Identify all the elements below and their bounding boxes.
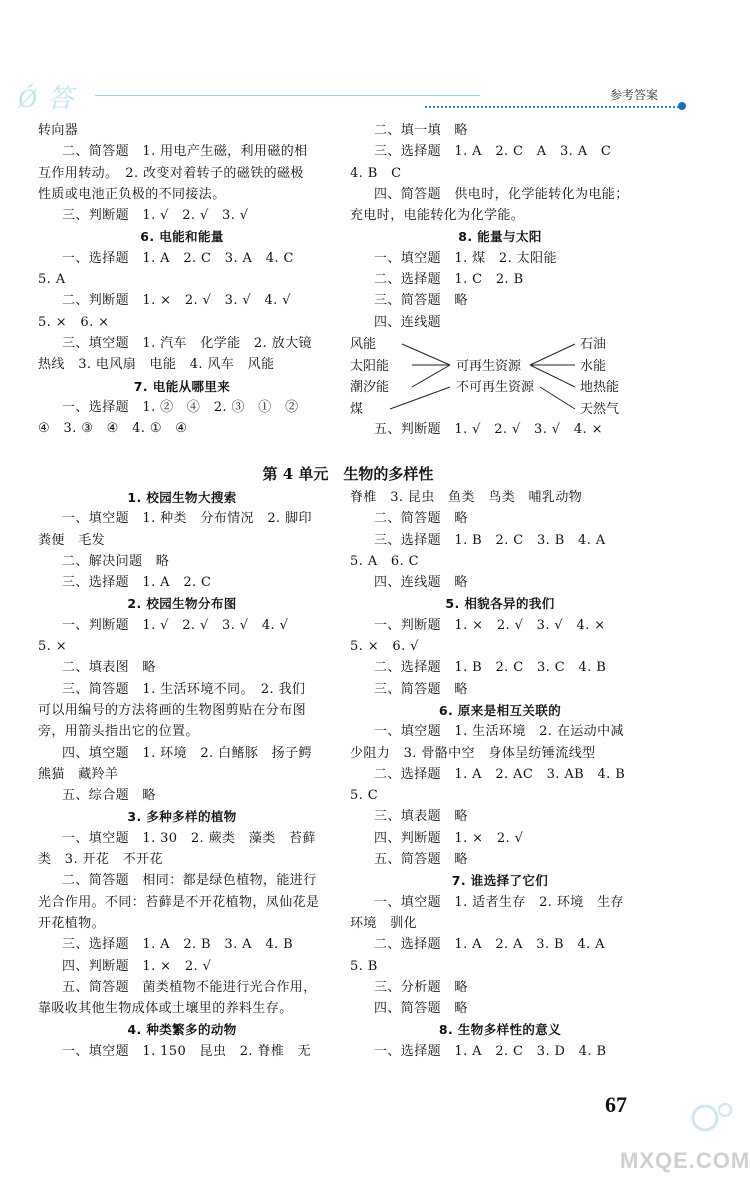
diagram-right-item: 天然气	[580, 401, 620, 417]
answer-line: 四、判断题 1. × 2. √	[62, 958, 212, 974]
answer-line: 五、判断题 1. √ 2. √ 3. √ 4. ×	[374, 421, 603, 437]
diagram-left-item: 潮汐能	[350, 379, 390, 395]
diagram-right-item: 水能	[580, 358, 607, 374]
answer-line: 5. A	[38, 272, 66, 288]
answer-line: 一、填空题 1. 种类 分布情况 2. 脚印	[62, 511, 312, 527]
section-heading: 2. 校园生物分布图	[127, 596, 237, 612]
section-heading: 1. 校园生物大搜索	[127, 490, 237, 505]
answer-line: 5. B	[350, 958, 378, 974]
answer-line: 一、填空题 1. 30 2. 蕨类 藻类 苔藓	[62, 830, 316, 846]
answer-line: 三、填空题 1. 汽车 化学能 2. 放大镜	[62, 335, 312, 351]
answer-line: 一、选择题 1. A 2. C 3. D 4. B	[374, 1043, 607, 1059]
answer-line: 一、判断题 1. √ 2. √ 3. √ 4. √	[62, 617, 289, 633]
header-rule	[95, 95, 480, 96]
section-heading: 7. 电能从哪里来	[133, 378, 231, 394]
diagram-left-item: 风能	[350, 336, 377, 352]
answer-line: 可以用编号的方法将画的生物图剪贴在分布图	[38, 702, 307, 718]
section-heading: 6. 原来是相互关联的	[438, 702, 562, 718]
section-heading: 8. 生物多样性的意义	[438, 1022, 562, 1038]
header-dot-icon	[678, 102, 686, 110]
answer-line: 二、选择题 1. A 2. A 3. B 4. A	[374, 937, 605, 953]
answer-line: 三、判断题 1. √ 2. √ 3. √	[62, 208, 249, 224]
answer-line: 5. C	[350, 788, 379, 804]
answer-line: 性质或电池正负极的不同接法。	[38, 186, 226, 202]
answer-line: 充电时，电能转化为化学能。	[350, 208, 525, 224]
section-heading: 3. 多种多样的植物	[127, 809, 237, 825]
answer-line: 四、简答题 供电时，化学能转化为电能；	[374, 186, 629, 202]
answer-line: 熊猫 藏羚羊	[38, 766, 119, 782]
answer-line: 五、简答题 菌类植物不能进行光合作用，	[62, 979, 317, 995]
right-column-bottom	[350, 487, 650, 1062]
diagram-right-item: 地热能	[580, 379, 620, 395]
answer-line: 转向器	[38, 123, 79, 138]
left-column-top	[38, 120, 326, 439]
answer-line: 靠吸收其他生物成体或土壤里的养料生存。	[38, 1001, 293, 1017]
answer-line: 开花植物。	[38, 915, 106, 931]
right-column-top	[350, 120, 650, 440]
header-label: 参考答案	[610, 88, 659, 102]
answer-line: 少阻力 3. 骨骼中空 身体呈纺锤流线型	[350, 745, 596, 761]
answer-line: 四、连线题 略	[374, 575, 468, 591]
answer-line: 光合作用。不同：苔藓是不开花植物，凤仙花是	[38, 894, 320, 910]
answer-line: 二、解决问题 略	[62, 553, 170, 569]
answer-line: 粪便 毛发	[38, 532, 106, 548]
section-heading: 5. 相貌各异的我们	[445, 596, 555, 612]
unit-title: 第 4 单元 生物的多样性	[262, 465, 434, 483]
answer-line: 5. × 6. √	[350, 639, 419, 655]
watermark-text: MXQE.COM	[620, 1148, 750, 1173]
answer-line: 二、简答题 相同：都是绿色植物，能进行	[62, 873, 317, 889]
answer-line: 三、填表题 略	[374, 809, 468, 825]
header-dotted-rule	[425, 106, 683, 108]
answer-line: 一、填空题 1. 150 昆虫 2. 脊椎 无	[62, 1043, 312, 1059]
diagram-middle-item: 可再生资源	[456, 358, 522, 374]
answer-line: 二、填一填 略	[374, 123, 468, 138]
answer-line: 三、分析题 略	[374, 979, 468, 995]
answer-line: 五、简答题 略	[374, 852, 468, 868]
answer-line: 四、填空题 1. 环境 2. 白鳍豚 扬子鳄	[62, 745, 312, 761]
answer-line: 5. A 6. C	[350, 553, 420, 569]
answer-line: 一、判断题 1. × 2. √ 3. √ 4. ×	[374, 617, 606, 633]
answer-line: 一、选择题 1. A 2. C 3. A 4. C	[62, 250, 294, 266]
answer-line: ④ 3. ③ ④ 4. ① ④	[38, 421, 188, 437]
answer-line: 一、选择题 1. ② ④ 2. ③ ① ②	[62, 399, 299, 415]
answer-line: 二、选择题 1. B 2. C 3. C 4. B	[374, 660, 607, 676]
answer-line: 4. B C	[350, 165, 402, 181]
answer-line: 三、选择题 1. A 2. B 3. A 4. B	[62, 937, 294, 953]
answer-line: 三、选择题 1. A 2. C A 3. A C	[374, 144, 612, 160]
answer-line: 二、填表图 略	[62, 660, 156, 676]
answer-line: 类 3. 开花 不开花	[38, 852, 163, 868]
section-heading: 4. 种类繁多的动物	[127, 1022, 237, 1038]
page-number: 67	[605, 1092, 627, 1117]
answer-line: 一、填空题 1. 适者生存 2. 环境 生存	[374, 894, 624, 910]
section-heading: 8. 能量与太阳	[458, 229, 542, 245]
answer-line: 二、判断题 1. × 2. √ 3. √ 4. √	[62, 293, 291, 309]
answer-line: 三、选择题 1. A 2. C	[62, 575, 212, 591]
answer-line: 三、简答题 略	[374, 293, 468, 309]
answer-line: 一、填空题 1. 生活环境 2. 在运动中减	[374, 724, 624, 740]
diagram-left-item: 煤	[350, 401, 364, 417]
section-heading: 7. 谁选择了它们	[451, 873, 549, 889]
left-column-bottom	[38, 487, 326, 1062]
answer-line: 互作用转动。 2. 改变对着转子的磁铁的磁极	[38, 165, 304, 181]
answer-line: 二、简答题 1. 用电产生磁，利用磁的相	[62, 144, 308, 160]
answer-line: 四、简答题 略	[374, 1001, 468, 1017]
answer-line: 旁，用箭头指出它的位置。	[38, 724, 199, 740]
answer-line: 四、判断题 1. × 2. √	[374, 830, 524, 846]
answer-line: 二、选择题 1. C 2. B	[374, 272, 524, 288]
header-decoration: Ǿ 答	[18, 84, 76, 113]
answer-line: 五、综合题 略	[62, 788, 156, 804]
answer-line: 脊椎 3. 昆虫 鱼类 鸟类 哺乳动物	[350, 490, 583, 505]
answer-line: 四、连线题	[374, 314, 442, 330]
diagram-middle-item: 不可再生资源	[456, 379, 535, 395]
answer-line: 热线 3. 电风扇 电能 4. 风车 风能	[38, 357, 275, 373]
matching-diagram	[350, 333, 650, 419]
page-header	[0, 0, 750, 120]
section-heading: 6. 电能和能量	[140, 229, 224, 245]
diagram-left-item: 太阳能	[350, 358, 390, 374]
answer-line: 三、简答题 略	[374, 681, 468, 697]
answer-line: 三、简答题 1. 生活环境不同。 2. 我们	[62, 681, 306, 697]
answer-line: 5. ×	[38, 639, 68, 655]
answer-line: 三、选择题 1. B 2. C 3. B 4. A	[374, 532, 606, 548]
answer-line: 一、填空题 1. 煤 2. 太阳能	[374, 250, 557, 266]
diagram-right-item: 石油	[580, 336, 607, 352]
answer-line: 环境 驯化	[350, 915, 418, 931]
answer-line: 5. × 6. ×	[38, 314, 110, 330]
answer-line: 二、简答题 略	[374, 511, 468, 527]
answer-line: 二、选择题 1. A 2. AC 3. AB 4. B	[374, 766, 626, 782]
